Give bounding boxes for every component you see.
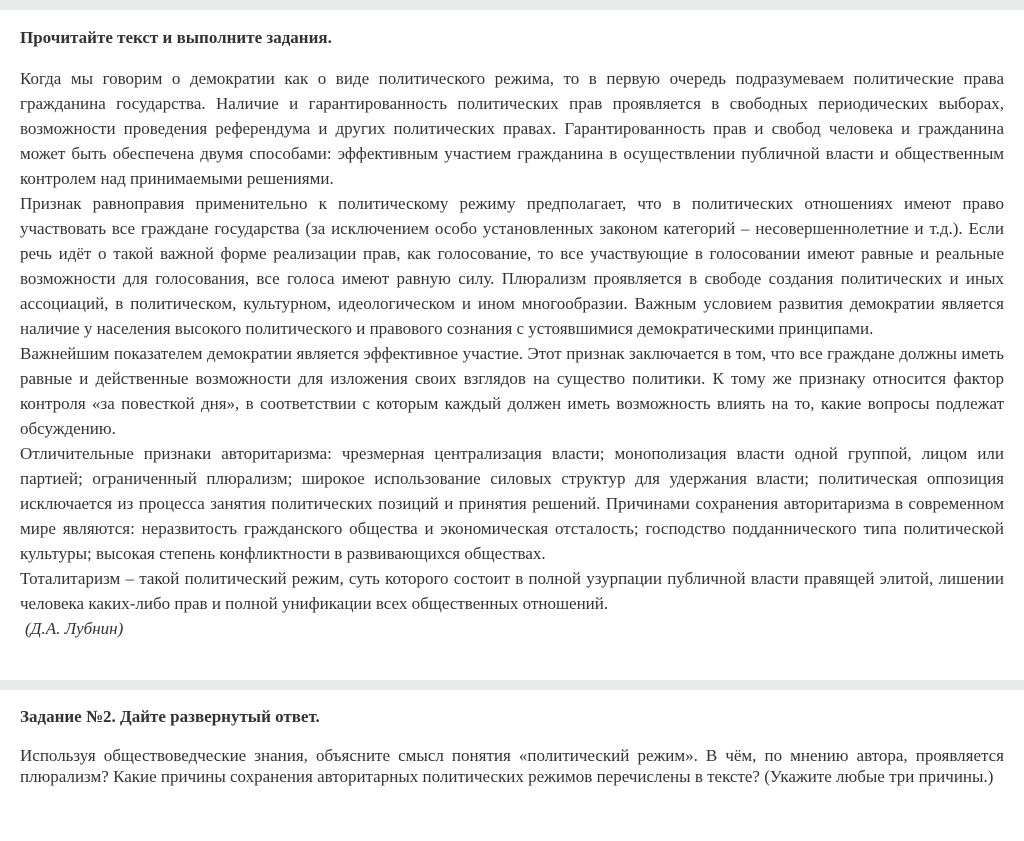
text-paragraph-5: Тоталитаризм – такой политический режим, суть которого состоит в полной узурпации публичной власти правящей элитой, лишении человека каких-либо прав и полной унификации всех общественных отношений. bbox=[20, 569, 1004, 613]
reading-instruction-heading: Прочитайте текст и выполните задания. bbox=[20, 28, 332, 47]
reading-text-panel bbox=[0, 10, 1024, 680]
task-panel bbox=[0, 690, 1024, 841]
text-paragraph-4: Отличительные признаки авторитаризма: чрезмерная централизация власти; монополизация власти одной группой, лицом или партией; ограниченный плюрализм; широкое использование силовых структур для удержания власти; политическая оппозиция исключается из процесса занятия политических позиций и принятия решений. Причинами сохранения авторитаризма в современном мире являются: неразвитость гражданского общества и экономическая отсталость; господство подданнического типа политической культуры; высокая степень конфликтности в развивающихся обществах. bbox=[20, 444, 1004, 563]
task-question-text: Используя обществоведческие знания, объясните смысл понятия «политический режим». В чём, по мнению автора, проявляется плюрализм? Какие причины сохранения авторитарных политических режимов перечислены в тексте? (Укажите любые три причины.) bbox=[20, 746, 1004, 786]
text-paragraph-3: Важнейшим показателем демократии является эффективное участие. Этот признак заключается в том, что все граждане должны иметь равные и действенные возможности для изложения своих взглядов на существо политики. К тому же признаку относится фактор контроля «за повесткой дня», в соответствии с которым каждый должен иметь возможность влиять на то, какие вопросы подлежат обсуждению. bbox=[20, 344, 1004, 438]
author-attribution: (Д.А. Лубнин) bbox=[25, 619, 124, 638]
task-heading: Задание №2. Дайте развернутый ответ. bbox=[20, 707, 320, 726]
text-paragraph-1: Когда мы говорим о демократии как о виде политического режима, то в первую очередь подразумеваем политические права гражданина государства. Наличие и гарантированность политических прав проявляется в свободных периодических выборах, возможности проведения референдума и других политических правах. Гарантированность прав и свобод человека и гражданина может быть обеспечена двумя способами: эффективным участием гражданина в осуществлении публичной власти и общественным контролем над принимаемыми решениями. bbox=[20, 69, 1004, 188]
text-paragraph-2: Признак равноправия применительно к политическому режиму предполагает, что в политических отношениях имеют право участвовать все граждане государства (за исключением особо установленных законом категорий – несовершеннолетние и т.д.). Если речь идёт о такой важной форме реализации прав, как голосование, то все участвующие в голосовании имеют равные и реальные возможности для голосования, все голоса имеют равную силу. Плюрализм проявляется в свободе создания политических и иных ассоциаций, в политическом, культурном, идеологическом и ином многообразии. Важным условием развития демократии является наличие у населения высокого политического и правового сознания с устоявшимися демократическими принципами. bbox=[20, 194, 1004, 338]
